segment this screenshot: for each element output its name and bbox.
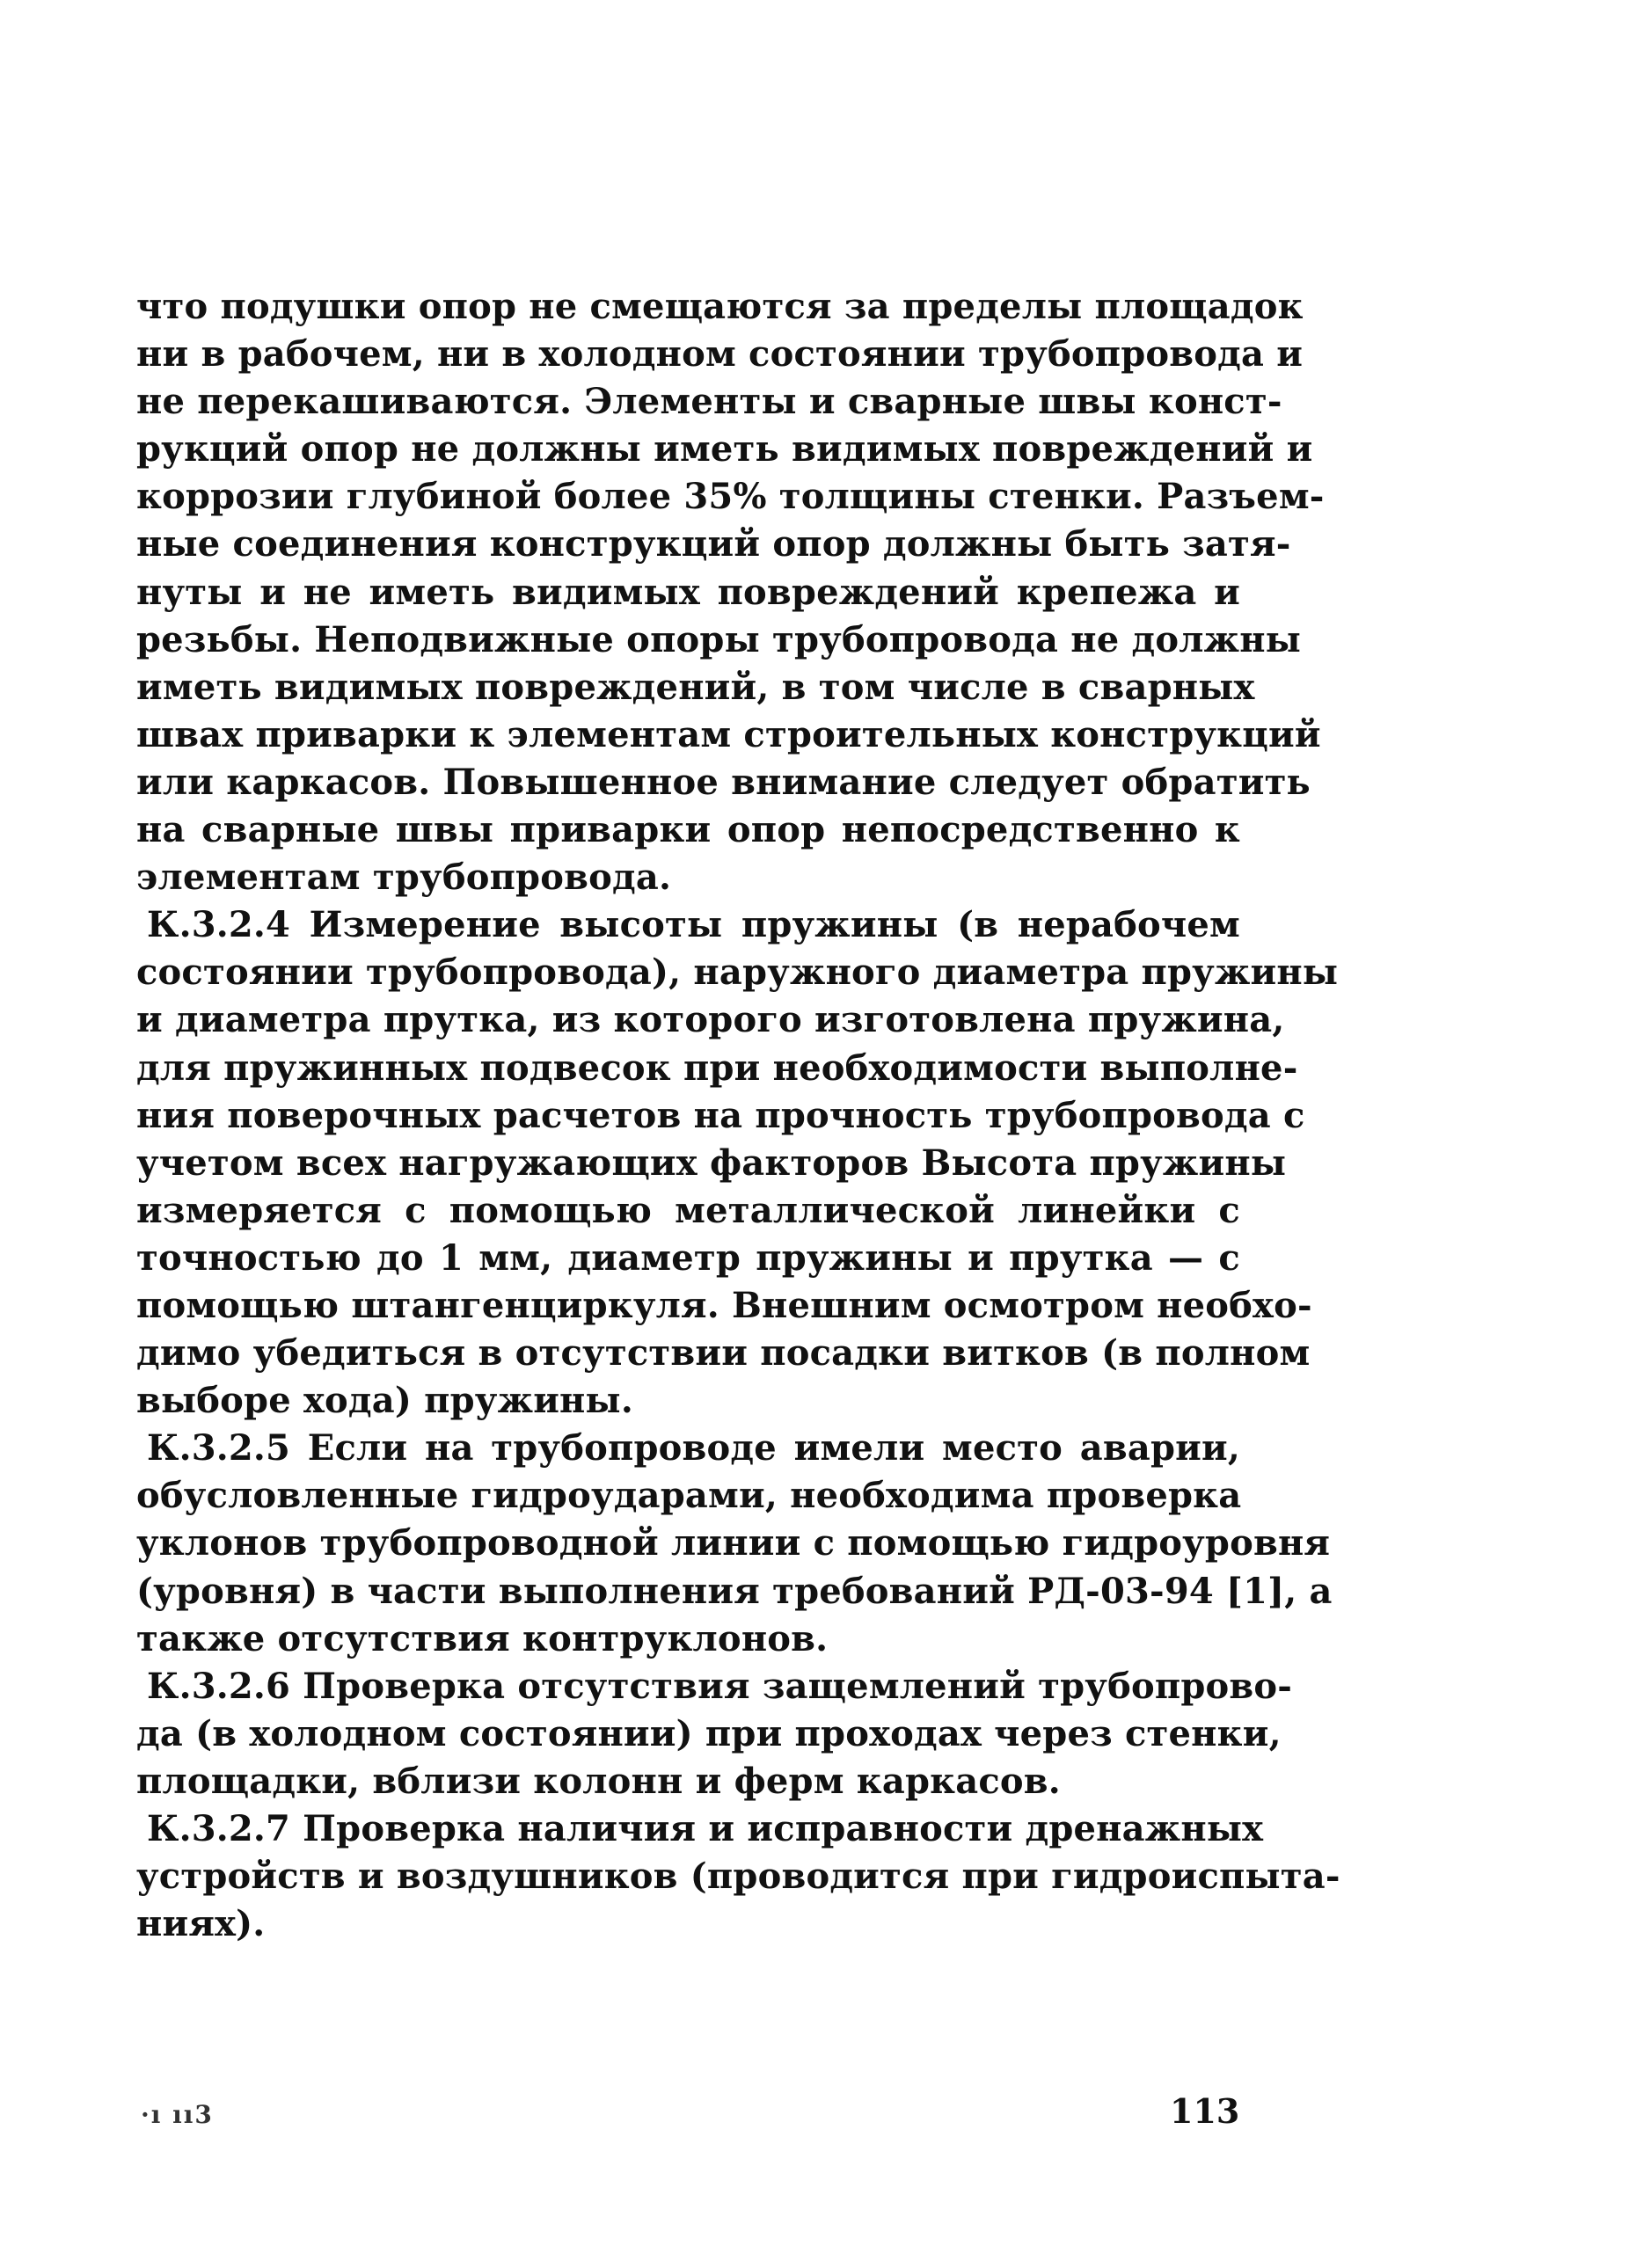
text-line: устройств и воздушников (проводится при гидроиспыта- bbox=[136, 1856, 1340, 1898]
text-line: швах приварки к элементам строительных конструкций bbox=[136, 713, 1321, 755]
text-line: учетом всех нагружающих факторов Высота пружины bbox=[136, 1141, 1287, 1184]
footer-code: ·ı ıı3 bbox=[141, 2100, 214, 2129]
text-line: иметь видимых повреждений, в том числе в сварных bbox=[136, 666, 1255, 708]
text-line: ниях). bbox=[136, 1903, 266, 1945]
text-line: для пружинных подвесок при необходимости выполне- bbox=[136, 1046, 1298, 1089]
text-line: обусловленные гидроударами, необходима проверка bbox=[136, 1475, 1242, 1517]
text-line: нуты и не иметь видимых повреждений крепежа и bbox=[136, 571, 1240, 613]
body-text bbox=[136, 283, 1340, 1948]
text-line: не перекашиваются. Элементы и сварные швы конст- bbox=[136, 381, 1282, 423]
text-line: что подушки опор не смещаются за пределы площадок bbox=[136, 286, 1304, 327]
text-line: ни в рабочем, ни в холодном состоянии трубопровода и bbox=[136, 333, 1304, 376]
text-line: состоянии трубопровода), наружного диаметра пружины bbox=[136, 952, 1339, 994]
text-line: коррозии глубиной более 35% толщины стенки. Разъем- bbox=[136, 476, 1325, 518]
page-number: 113 bbox=[1170, 2091, 1240, 2131]
text-line: К.3.2.4 Измерение высоты пружины (в нерабочем bbox=[147, 904, 1240, 946]
text-line: да (в холодном состоянии) при проходах через стенки, bbox=[136, 1712, 1282, 1754]
text-line: и диаметра прутка, из которого изготовлена пружина, bbox=[136, 999, 1285, 1041]
text-line: рукций опор не должны иметь видимых повреждений и bbox=[136, 428, 1313, 470]
text-line: также отсутствия контруклонов. bbox=[136, 1617, 829, 1659]
text-line: на сварные швы приварки опор непосредственно к bbox=[136, 809, 1240, 851]
text-line: димо убедиться в отсутствии посадки витков (в полном bbox=[136, 1332, 1311, 1375]
text-line: или каркасов. Повышенное внимание следует обратить bbox=[136, 761, 1311, 803]
text-line: выборе хода) пружины. bbox=[136, 1380, 633, 1422]
text-line: (уровня) в части выполнения требований РД-03-94 [1], а bbox=[136, 1570, 1333, 1612]
text-line: К.3.2.5 Если на трубопроводе имели место аварии, bbox=[147, 1427, 1240, 1469]
text-line: ные соединения конструкций опор должны быть затя- bbox=[136, 523, 1291, 565]
text-line: измеряется с помощью металлической линейки с bbox=[136, 1189, 1240, 1231]
text-line: резьбы. Неподвижные опоры трубопровода не должны bbox=[136, 618, 1301, 660]
text-line: К.3.2.7 Проверка наличия и исправности дренажных bbox=[147, 1808, 1264, 1849]
text-line: помощью штангенциркуля. Внешним осмотром необхо- bbox=[136, 1284, 1312, 1326]
text-line: точностью до 1 мм, диаметр пружины и прутка — с bbox=[136, 1236, 1240, 1279]
text-line: К.3.2.6 Проверка отсутствия защемлений трубопрово- bbox=[147, 1665, 1293, 1707]
text-line: ния поверочных расчетов на прочность трубопровода с bbox=[136, 1094, 1305, 1136]
text-line: площадки, вблизи колонн и ферм каркасов. bbox=[136, 1760, 1061, 1802]
text-line: уклонов трубопроводной линии с помощью гидроуровня bbox=[136, 1522, 1331, 1564]
text-line: элементам трубопровода. bbox=[136, 857, 672, 899]
